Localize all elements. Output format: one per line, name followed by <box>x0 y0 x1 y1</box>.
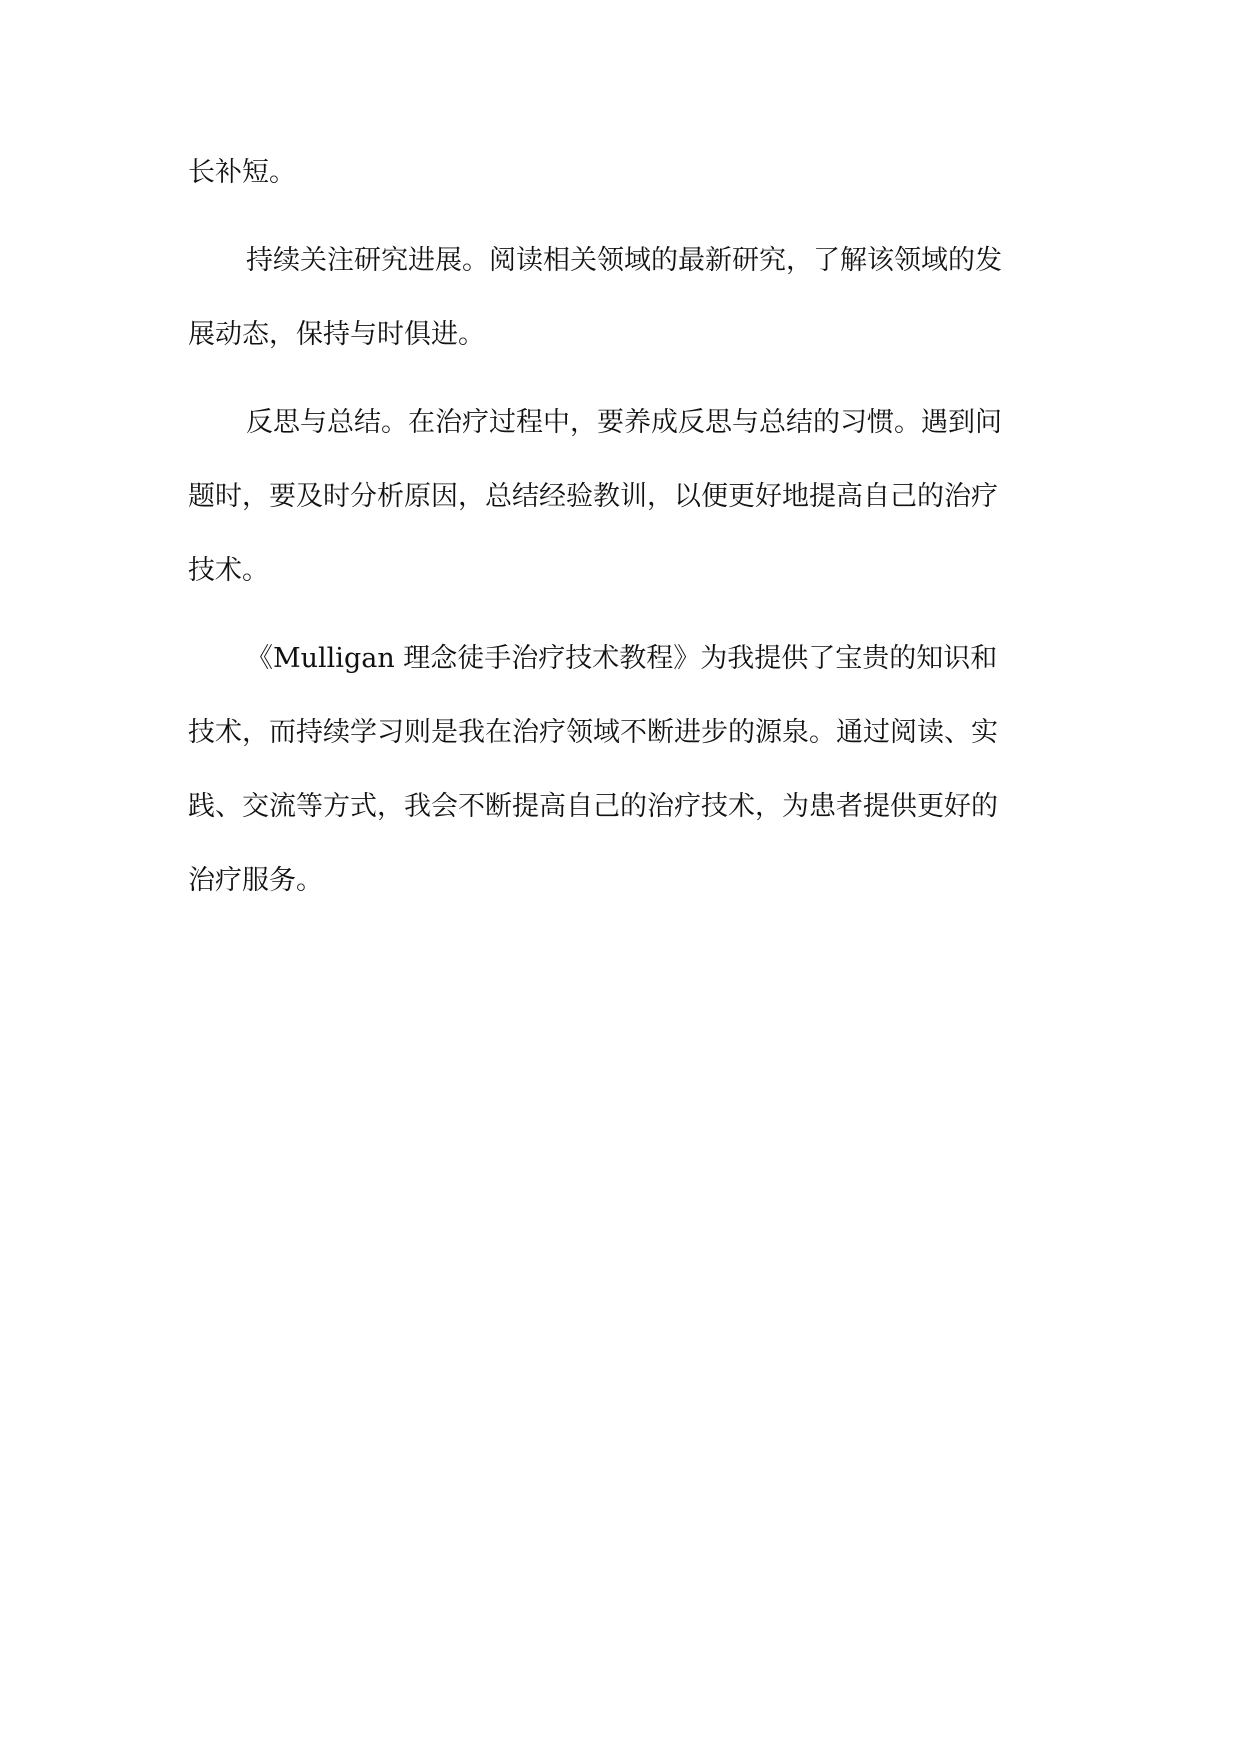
text-line: 《Mulligan 理念徒手治疗技术教程》为我提供了宝贵的知识和 <box>246 643 998 674</box>
document-body <box>188 136 1058 918</box>
text-line: 技术。 <box>188 555 269 586</box>
text-line: 题时，要及时分析原因，总结经验教训，以便更好地提高自己的治疗 <box>188 481 998 512</box>
paragraph-research-progress <box>188 224 1058 372</box>
text-line: 展动态，保持与时俱进。 <box>188 319 485 350</box>
text-line: 技术，而持续学习则是我在治疗领域不断进步的源泉。通过阅读、实 <box>188 717 998 748</box>
paragraph-reflection <box>188 386 1058 608</box>
paragraph-conclusion <box>188 622 1058 918</box>
text-line: 治疗服务。 <box>188 865 323 896</box>
paragraph-spacer <box>188 608 1058 622</box>
text-line: 反思与总结。在治疗过程中，要养成反思与总结的习惯。遇到问 <box>246 407 1002 438</box>
text-line: 践、交流等方式，我会不断提高自己的治疗技术，为患者提供更好的 <box>188 791 998 822</box>
paragraph-spacer <box>188 372 1058 386</box>
paragraph-spacer <box>188 210 1058 224</box>
text-line: 长补短。 <box>188 157 296 188</box>
paragraph-continuation <box>188 136 1058 210</box>
text-line: 持续关注研究进展。阅读相关领域的最新研究，了解该领域的发 <box>246 245 1002 276</box>
